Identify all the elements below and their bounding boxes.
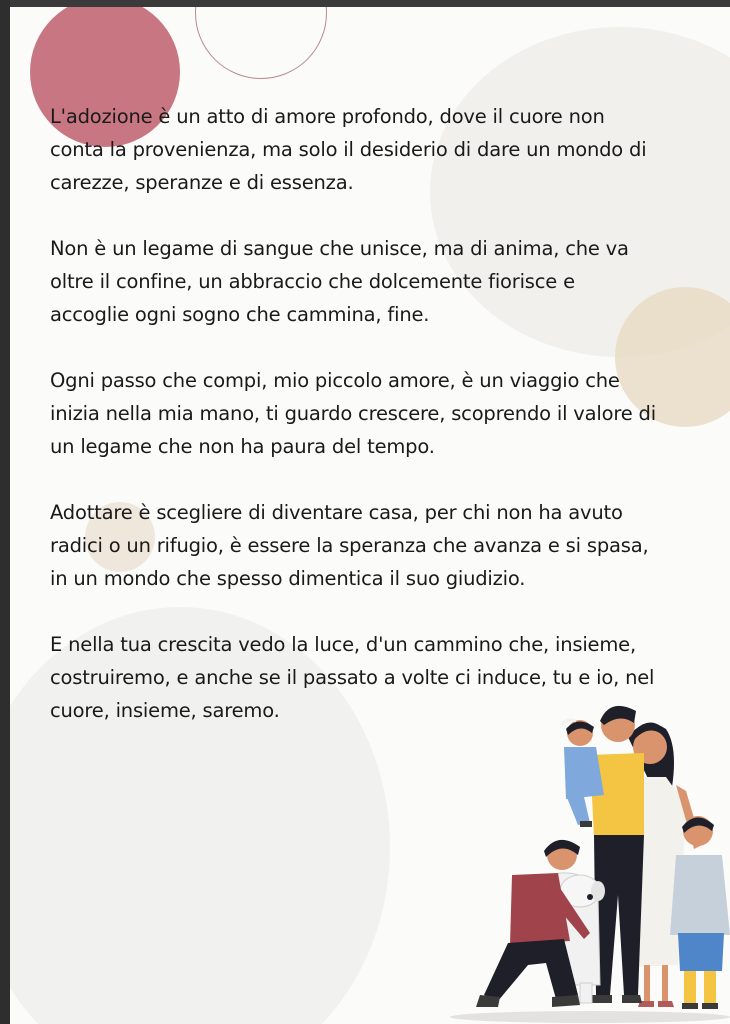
poem-line: carezze, speranze e di essenza. (50, 171, 354, 194)
poem-line: Ogni passo che compi, mio piccolo amore, è un viaggio che (50, 369, 620, 392)
poem-line: Non è un legame di sangue che unisce, ma di anima, che va (50, 237, 629, 260)
poem-line: un legame che non ha paura del tempo. (50, 435, 435, 458)
decorative-circle-outline (195, 7, 327, 79)
poem-line: inizia nella mia mano, ti guardo crescere, scoprendo il valore di (50, 402, 656, 425)
poem-line: costruiremo, e anche se il passato a volte ci induce, tu e io, nel (50, 666, 655, 689)
poem-line: accoglie ogni sogno che cammina, fine. (50, 303, 430, 326)
poem-line: oltre il confine, un abbraccio che dolcemente fiorisce e (50, 270, 575, 293)
poem-line: Adottare è scegliere di diventare casa, per chi non ha avuto (50, 501, 623, 524)
poem-line: E nella tua crescita vedo la luce, d'un cammino che, insieme, (50, 633, 636, 656)
poem-stanza (50, 364, 710, 463)
poem-line: conta la provenienza, ma solo il desiderio di dare un mondo di (50, 138, 647, 161)
poem-line: L'adozione è un atto di amore profondo, dove il cuore non (50, 105, 605, 128)
poem-line: cuore, insieme, saremo. (50, 699, 280, 722)
poem-stanza (50, 100, 710, 199)
scan-top-border (0, 0, 730, 7)
scan-left-border (0, 0, 10, 1024)
young-man-figure (476, 840, 590, 1007)
poem-stanza (50, 232, 710, 331)
poem-stanza (50, 496, 710, 595)
poem-line: radici o un rifugio, è essere la speranza che avanza e si spasa, (50, 534, 649, 557)
family-illustration-icon (440, 695, 730, 1024)
poem-line: in un mondo che spesso dimentica il suo giudizio. (50, 567, 526, 590)
poem-text (50, 100, 710, 760)
